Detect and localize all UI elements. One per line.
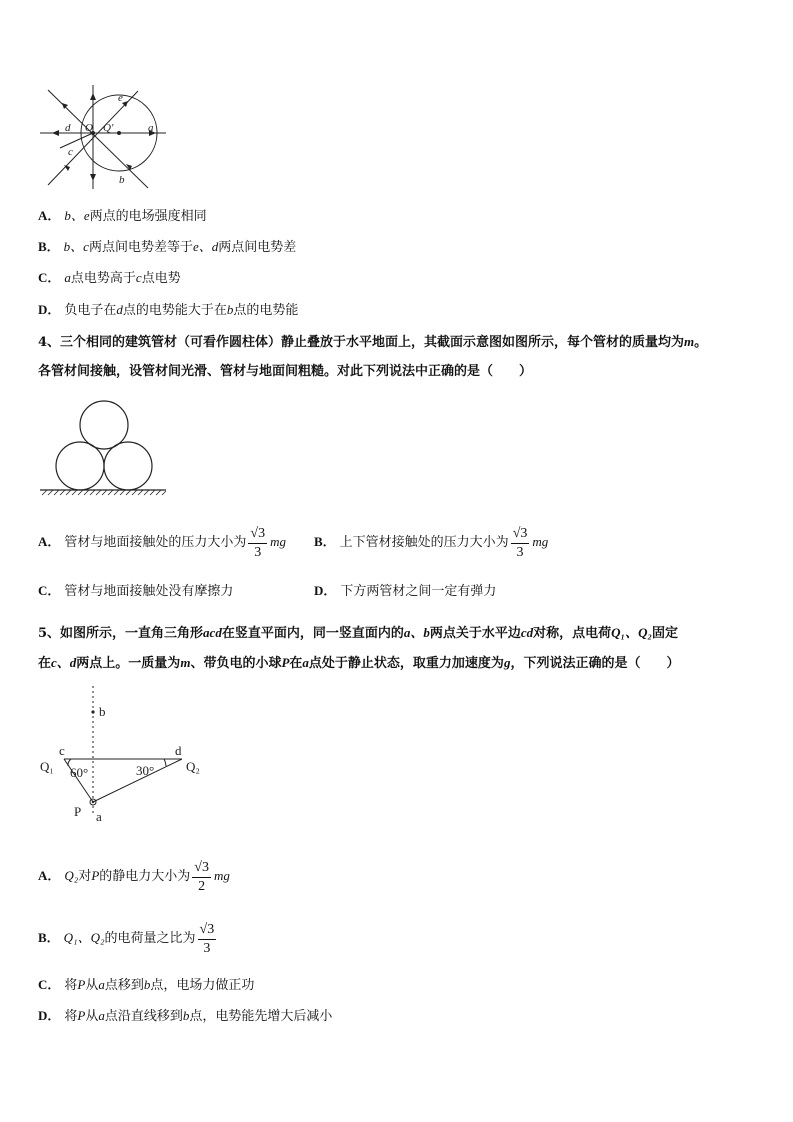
label-b: b xyxy=(119,174,125,186)
q3-option-b: B． b、c两点间电势差等于e、d两点间电势差 xyxy=(38,239,297,255)
q5-option-c: C． 将P从a点移到b点，电场力做正功 xyxy=(38,977,255,993)
q3-option-a: A． b、e两点的电场强度相同 xyxy=(38,208,207,224)
q4-option-a: A． 管材与地面接触处的压力大小为 $\frac{√3}{3}$ mg xyxy=(38,525,286,560)
q4-option-b: B． 上下管材接触处的压力大小为 $\frac{√3}{3}$ mg xyxy=(314,525,549,560)
fig3-label-Q1: Q₁ xyxy=(40,759,54,774)
q5-option-a: A． Q₂对P的静电力大小为 $\frac{√3}{2}$ mg xyxy=(38,859,230,894)
field-lines-figure xyxy=(38,85,168,193)
label-d: d xyxy=(65,122,71,134)
q4-option-c: C． 管材与地面接触处没有摩擦力 xyxy=(38,583,234,599)
fig3-label-b: b xyxy=(99,704,106,719)
q3-option-d: D． 负电子在d点的电势能大于在b点的电势能 xyxy=(38,302,299,318)
fig3-label-c: c xyxy=(59,743,65,758)
q4-option-d: D． 下方两管材之间一定有弹力 xyxy=(314,583,497,599)
fig3-label-60: 60° xyxy=(70,765,89,780)
fig3-label-a: a xyxy=(96,809,102,822)
label-a: a xyxy=(148,122,154,134)
q5-stem: 5、如图所示，一直角三角形acd在竖直平面内，同一竖直面内的a、b两点关于水平边cd对称，点电荷Q₁、Q₂固定 在c、d两点上。一质量为m、带负电的小球P在a点处于静止状态，取重力加速度为g，下列说法正确的是（ ） xyxy=(38,625,680,671)
fig3-label-Q2: Q₂ xyxy=(186,759,200,774)
fraction: $\frac{√3}{2}$ xyxy=(194,859,209,894)
fraction: $\frac{√3}{3}$ xyxy=(512,525,528,560)
label-O: O xyxy=(85,122,93,134)
fraction: $\frac{√3}{3}$ xyxy=(199,921,215,956)
q5-option-d: D． 将P从a点沿直线移到b点，电势能先增大后减小 xyxy=(38,1008,333,1024)
fig3-label-30: 30° xyxy=(136,763,155,778)
triangle-charges-figure xyxy=(38,682,210,822)
label-e: e xyxy=(118,92,123,104)
stacked-pipes-figure xyxy=(38,396,170,496)
q5-option-b: B． Q₁、Q₂的电荷量之比为 $\frac{√3}{3}$ xyxy=(38,921,215,956)
fraction: $\frac{√3}{3}$ xyxy=(250,525,266,560)
fig3-label-d: d xyxy=(175,743,182,758)
q3-option-c: C． a点电势高于c点电势 xyxy=(38,270,181,286)
q4-stem: 4、三个相同的建筑管材（可看作圆柱体）静止叠放于水平地面上，其截面示意图如图所示，每个管材的质量均为m。 各管材间接触，设管材间光滑、管材与地面间粗糙。对此下列说法中正确的是（ ） xyxy=(38,334,708,379)
label-O-prime: Q' xyxy=(103,122,114,134)
label-c: c xyxy=(68,146,73,158)
fig3-label-P: P xyxy=(74,804,82,819)
